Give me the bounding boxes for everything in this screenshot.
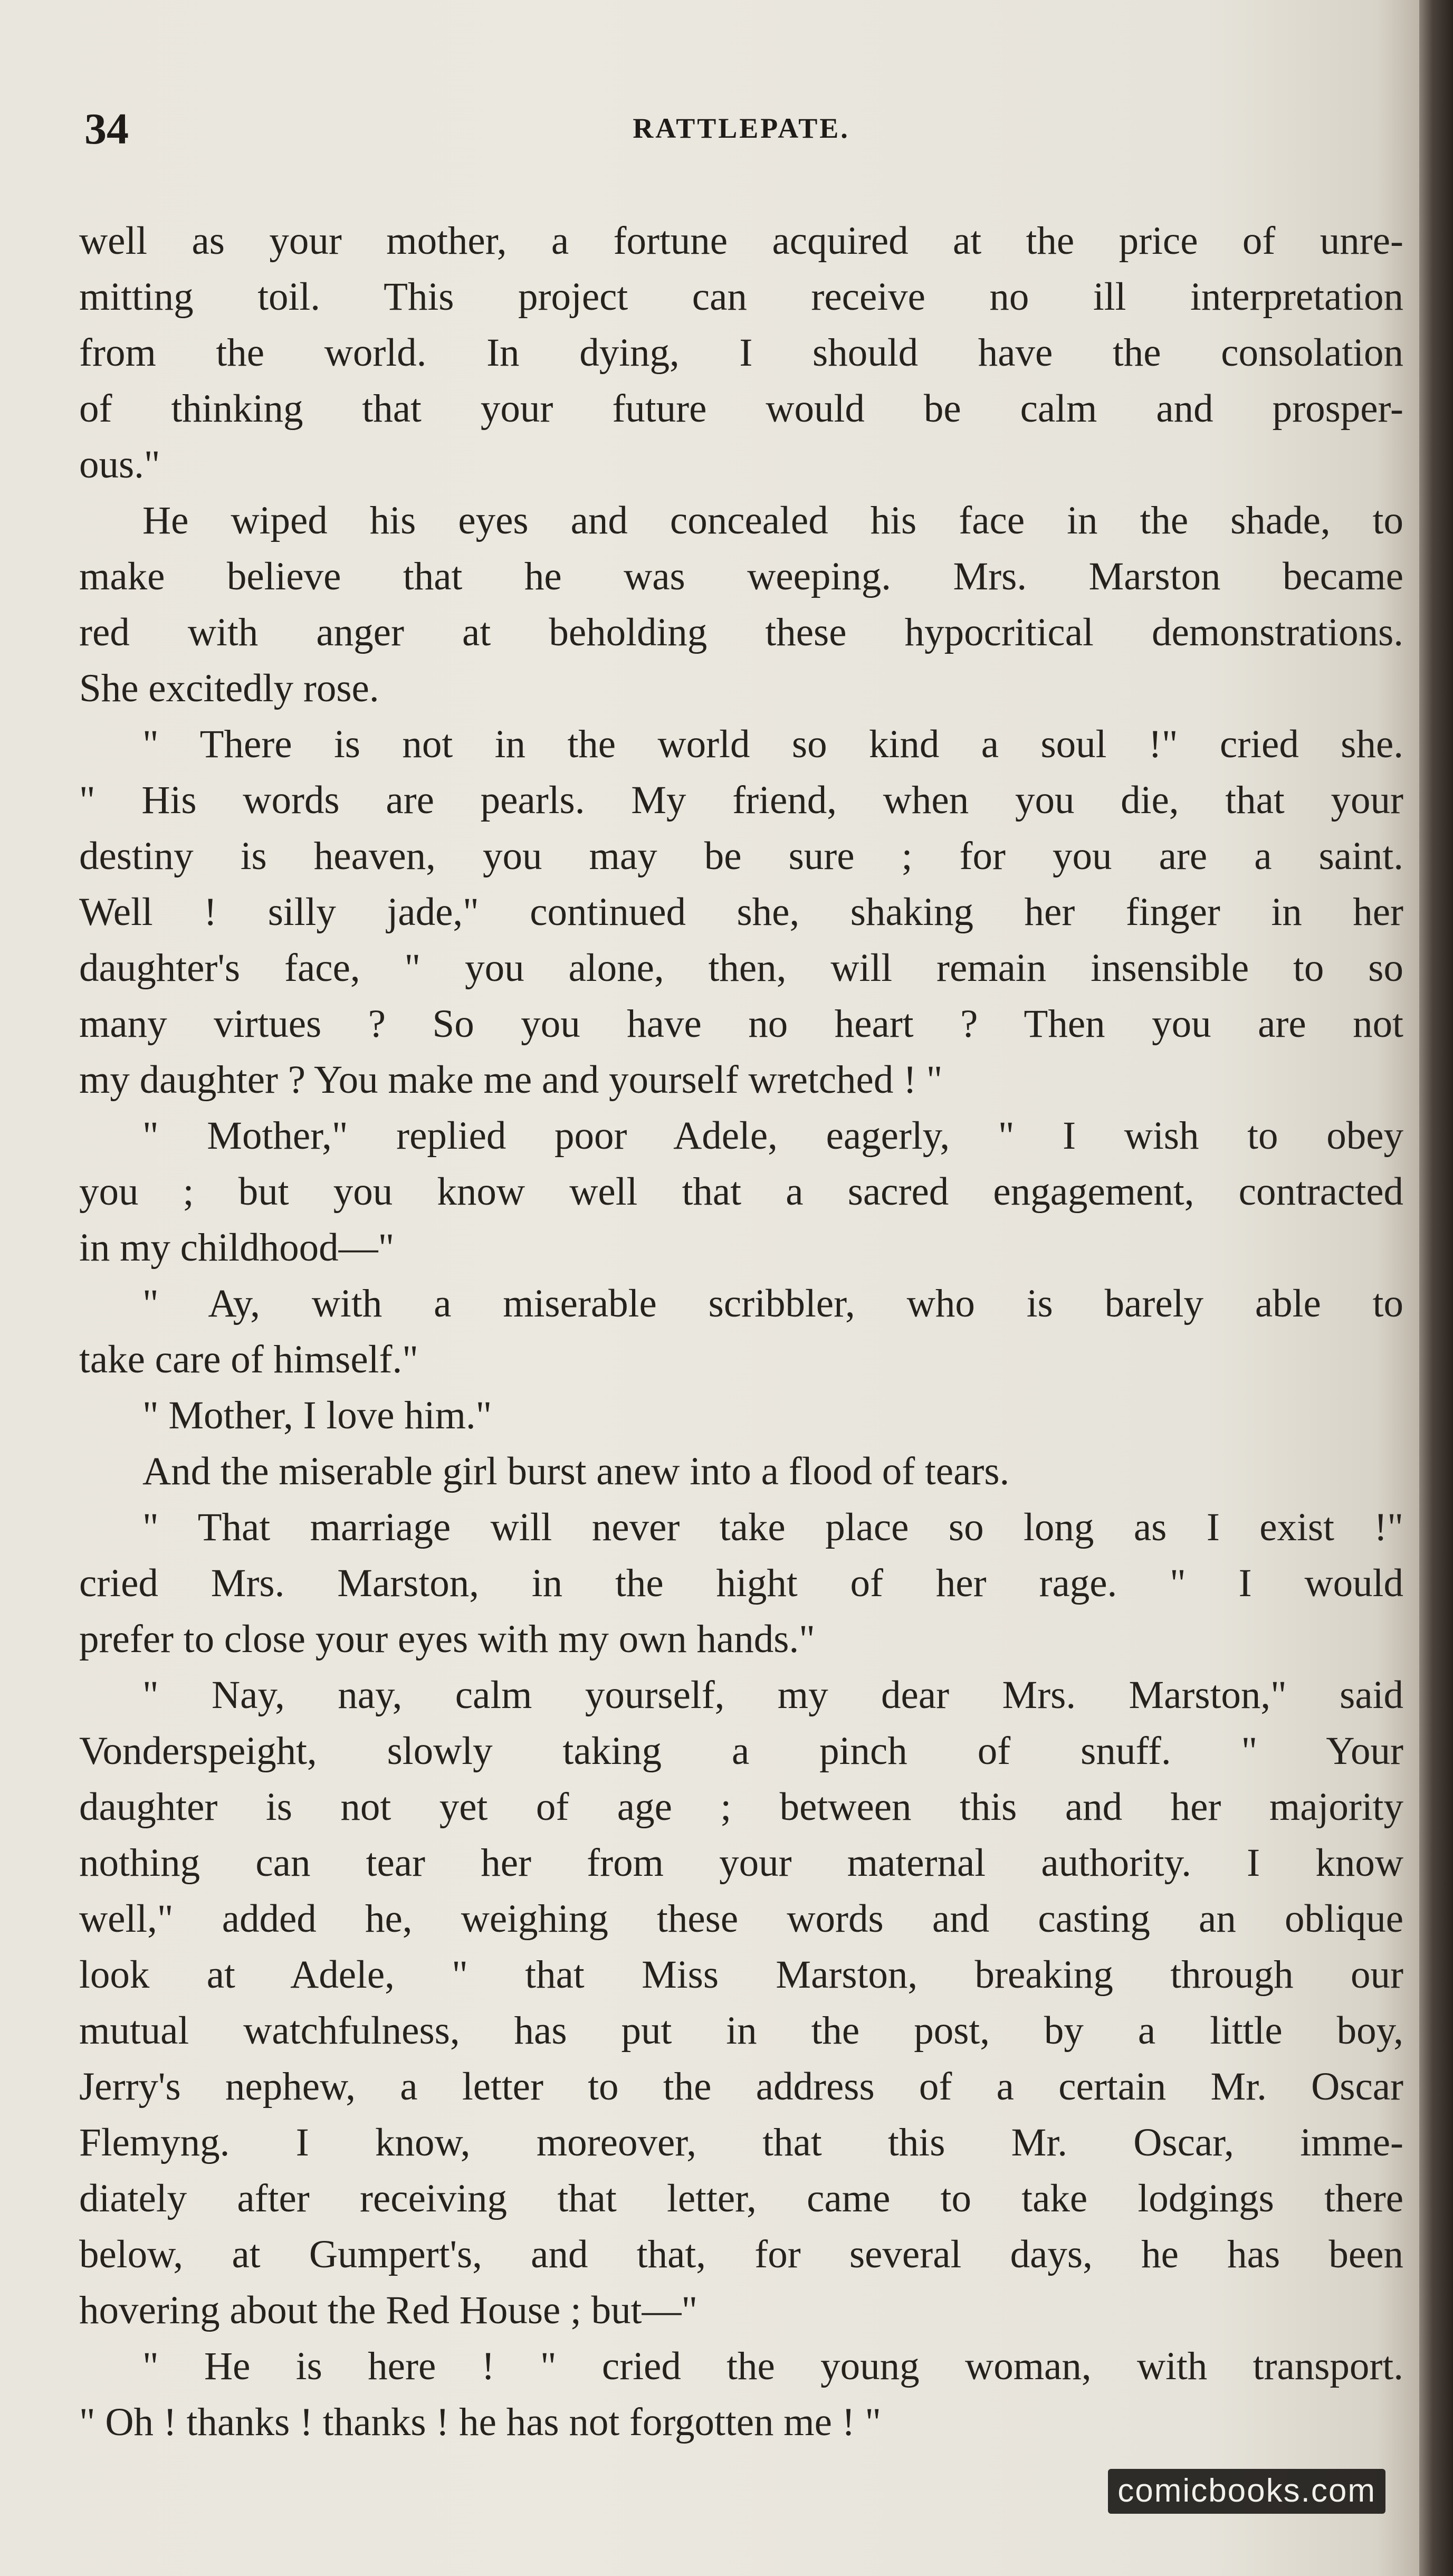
- text-line: daughter's face, " you alone, then, will remain insensible to so: [79, 946, 1403, 990]
- text-line: Well ! silly jade," continued she, shaking her finger in her: [79, 890, 1403, 934]
- text-line: mutual watchfulness, has put in the post, by a little boy,: [79, 2009, 1403, 2053]
- page-number: 34: [84, 104, 129, 154]
- text-line: in my childhood—": [79, 1226, 395, 1270]
- text-line: She excitedly rose.: [79, 666, 379, 710]
- text-line: hovering about the Red House ; but—": [79, 2288, 698, 2332]
- page-header: [79, 103, 1403, 154]
- text-line: from the world. In dying, I should have the consolation: [79, 331, 1403, 375]
- text-line: mitting toil. This project can receive no ill interpretation: [79, 275, 1403, 319]
- text-line: " He is here ! " cried the young woman, with transport.: [142, 2344, 1403, 2388]
- text-line: He wiped his eyes and concealed his face in the shade, to: [142, 499, 1403, 542]
- text-line: look at Adele, " that Miss Marston, breaking through our: [79, 1953, 1403, 1997]
- text-line: nothing can tear her from your maternal authority. I know: [79, 1841, 1403, 1885]
- text-line: " Mother, I love him.": [142, 1394, 492, 1437]
- watermark: comicbooks.com: [1108, 2469, 1385, 2514]
- running-head: RATTLEPATE.: [633, 112, 850, 144]
- text-line: daughter is not yet of age ; between this and her majority: [79, 1785, 1403, 1829]
- text-line: red with anger at beholding these hypocritical demonstrations.: [79, 610, 1403, 654]
- book-gutter-edge: [1419, 0, 1453, 2576]
- text-line: " His words are pearls. My friend, when you die, that your: [79, 778, 1403, 822]
- text-line: Flemyng. I know, moreover, that this Mr. Oscar, imme-: [79, 2121, 1403, 2164]
- text-line: ous.": [79, 443, 160, 486]
- text-line: diately after receiving that letter, came to take lodgings there: [79, 2177, 1403, 2220]
- text-line: take care of himself.": [79, 1338, 418, 1381]
- text-line: And the miserable girl burst anew into a flood of tears.: [142, 1449, 1010, 1493]
- body-text: [79, 213, 1403, 2450]
- text-line: " Oh ! thanks ! thanks ! he has not forgotten me ! ": [79, 2400, 881, 2444]
- text-line: " There is not in the world so kind a soul !" cried she.: [142, 722, 1403, 766]
- text-line: Jerry's nephew, a letter to the address of a certain Mr. Oscar: [79, 2065, 1403, 2108]
- text-line: " Mother," replied poor Adele, eagerly, " I wish to obey: [142, 1114, 1403, 1158]
- text-line: prefer to close your eyes with my own hands.": [79, 1617, 815, 1661]
- text-line: of thinking that your future would be calm and prosper-: [79, 387, 1403, 431]
- text-line: " Ay, with a miserable scribbler, who is barely able to: [142, 1282, 1403, 1325]
- text-line: cried Mrs. Marston, in the hight of her rage. " I would: [79, 1561, 1403, 1605]
- text-line: below, at Gumpert's, and that, for several days, he has been: [79, 2232, 1403, 2276]
- text-line: destiny is heaven, you may be sure ; for you are a saint.: [79, 834, 1403, 878]
- text-line: " That marriage will never take place so long as I exist !": [142, 1505, 1403, 1549]
- text-line: many virtues ? So you have no heart ? Then you are not: [79, 1002, 1403, 1046]
- text-line: Vonderspeight, slowly taking a pinch of snuff. " Your: [79, 1729, 1403, 1773]
- text-line: well," added he, weighing these words and casting an oblique: [79, 1897, 1403, 1941]
- text-line: you ; but you know well that a sacred engagement, contracted: [79, 1170, 1403, 1214]
- text-line: well as your mother, a fortune acquired at the price of unre-: [79, 219, 1403, 263]
- text-line: " Nay, nay, calm yourself, my dear Mrs. Marston," said: [142, 1673, 1403, 1717]
- text-line: make believe that he was weeping. Mrs. Marston became: [79, 555, 1403, 598]
- text-line: my daughter ? You make me and yourself wretched ! ": [79, 1058, 943, 1102]
